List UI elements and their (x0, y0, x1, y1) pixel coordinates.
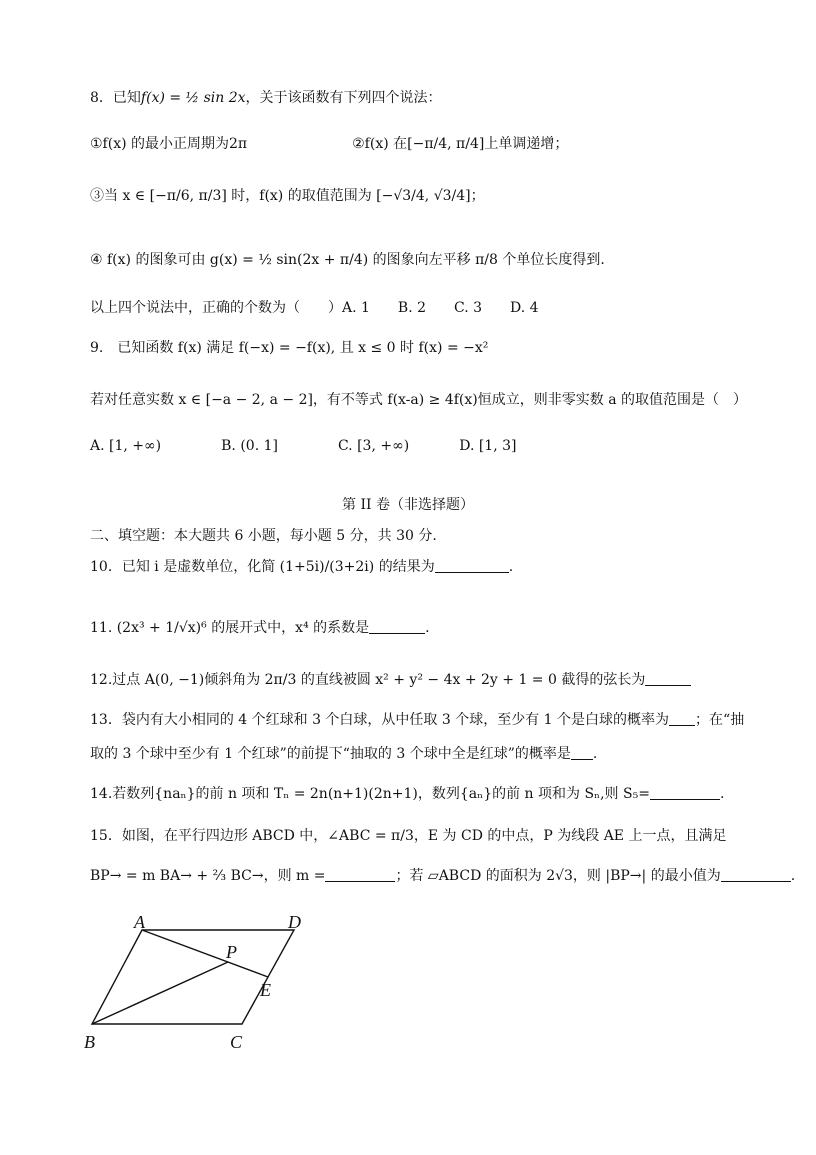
label-b: B (84, 1032, 95, 1052)
q15-blank-1[interactable] (325, 867, 395, 882)
segment-bp (92, 962, 228, 1024)
label-e: E (260, 980, 271, 1000)
q9-stem: 9. 已知函数 f(x) 满足 f(−x) = −f(x), 且 x ≤ 0 时 f(x) = −x² (90, 340, 489, 356)
section-heading: 二、填空题：本大题共 6 小题，每小题 5 分，共 30 分. (90, 528, 437, 544)
q13-line1: 13．袋内有大小相同的 4 个红球和 3 个白球，从中任取 3 个球，至少有 1 个是白球的概率为 ；在“抽 (90, 712, 745, 728)
q8-options: 以上四个说法中，正确的个数为（ ）A. 1 B. 2 C. 3 D. 4 (90, 300, 539, 316)
q10: 10．已知 i 是虚数单位，化简 (1+5i)/(3+2i) 的结果为 . (90, 559, 514, 575)
section-title: 第 II 卷（非选择题） (342, 497, 474, 513)
q15-line1: 15．如图，在平行四边形 ABCD 中，∠ABC = π/3，E 为 CD 的中点，P 为线段 AE 上一点，且满足 (90, 828, 727, 844)
q9-options: A. [1, +∞) B. (0. 1] C. [3, +∞) D. [1, 3] (90, 438, 517, 454)
parallelogram-figure (84, 912, 314, 1062)
label-p: P (226, 942, 237, 962)
q8-stem: 8．已知f(x) = ½ sin 2x，关于该函数有下列四个说法： (90, 90, 442, 106)
q14-blank[interactable] (650, 785, 720, 800)
q8-statement-3: ③当 x ∈ [−π/6, π/3] 时，f(x) 的取值范围为 [−√3/4, √3/4]； (90, 188, 485, 204)
label-a: A (134, 912, 145, 932)
q13-line2: 取的 3 个球中至少有 1 个红球”的前提下“抽取的 3 个球中全是红球”的概率是 . (90, 746, 598, 762)
q9-condition: 若对任意实数 x ∈ [−a − 2, a − 2]，有不等式 f(x-a) ≥ 4f(x)恒成立，则非零实数 a 的取值范围是（ ） (90, 392, 748, 408)
q10-blank[interactable] (435, 558, 509, 573)
q15-line2: BP→ = m BA→ + ⅔ BC→，则 m = ；若 ▱ABCD 的面积为 2√3，则 |BP→| 的最小值为 . (90, 868, 796, 884)
q14: 14.若数列{naₙ}的前 n 项和 Tₙ = 2n(n+1)(2n+1)，数列{aₙ}的前 n 项和为 Sₙ,则 S₅= . (90, 786, 725, 802)
label-c: C (230, 1032, 243, 1052)
segment-ae (142, 930, 268, 977)
q11-blank[interactable] (369, 619, 425, 634)
q13-blank-1[interactable] (669, 711, 695, 726)
label-d: D (288, 912, 301, 932)
q8-statement-1-2: ①f(x) 的最小正周期为2π ②f(x) 在[−π/4, π/4]上单调递增； (90, 136, 569, 152)
q8-statement-4: ④ f(x) 的图象可由 g(x) = ½ sin(2x + π/4) 的图象向左平移 π/8 个单位长度得到. (90, 252, 605, 268)
q12-blank[interactable] (645, 671, 691, 686)
q12: 12.过点 A(0, −1)倾斜角为 2π/3 的直线被圆 x² + y² − 4x + 2y + 1 = 0 截得的弦长为 (90, 670, 691, 690)
q13-blank-2[interactable] (571, 745, 593, 760)
q11: 11. (2x³ + 1/√x)⁶ 的展开式中，x⁴ 的系数是 . (90, 620, 430, 636)
q15-blank-2[interactable] (721, 867, 791, 882)
